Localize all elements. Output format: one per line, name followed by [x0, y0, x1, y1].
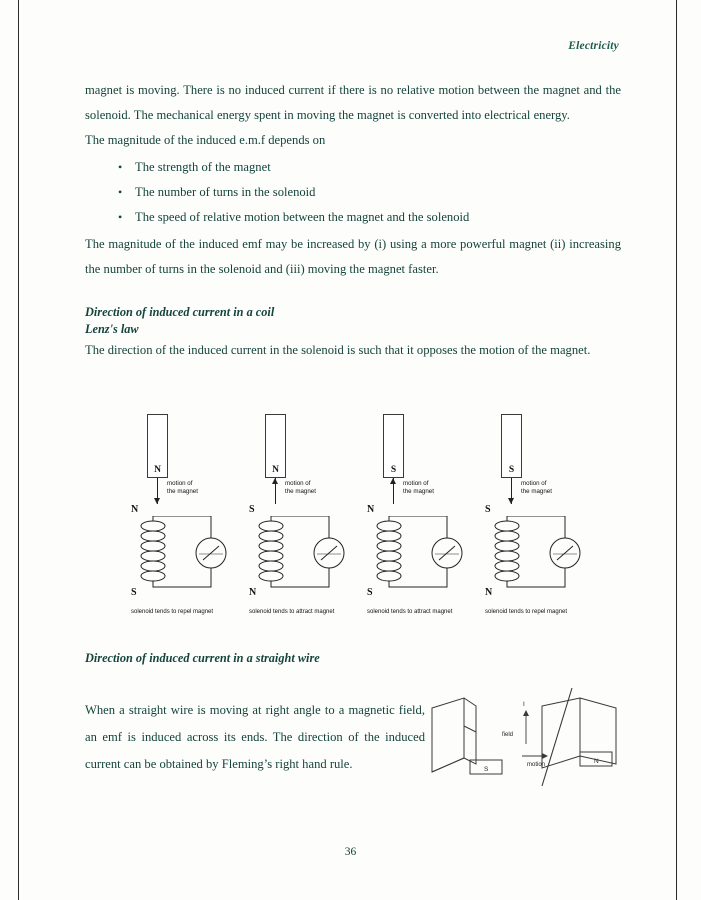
coil-diagram-1 [125, 412, 243, 647]
paragraph-3: The magnitude of the induced emf may be increased by (i) using a more powerful magnet (ii) increasing the number of turns in the solenoid and (iii) moving the magnet faster. [85, 237, 621, 276]
bullet-list [85, 155, 621, 230]
bar-magnet-4 [501, 414, 522, 478]
motion-arrow-down-icon [507, 478, 516, 504]
solenoid-top-pole-3: N [367, 504, 375, 515]
solenoid-circuit-4 [487, 516, 591, 590]
label-field: field [502, 732, 514, 738]
section-heading-coil-line2: Lenz's law [85, 322, 139, 336]
solenoid-circuit-1 [133, 516, 237, 590]
solenoid-bottom-pole-1: S [131, 587, 137, 598]
page-number: 36 [344, 846, 357, 858]
label-current: I [523, 701, 525, 708]
label-south-pole: S [484, 766, 489, 773]
caption-3: solenoid tends to attract magnet [367, 609, 453, 615]
motion-label-4: motion of the magnet [521, 480, 552, 495]
solenoid-circuit-2 [251, 516, 355, 590]
motion-label-2: motion of the magnet [285, 480, 316, 495]
coil-diagram-4 [479, 412, 597, 647]
motion-arrow-up-icon [271, 478, 280, 504]
bar-magnet-2 [265, 414, 286, 478]
motion-arrow-up-icon [389, 478, 398, 504]
caption-2: solenoid tends to attract magnet [249, 609, 335, 615]
solenoid-top-pole-2: S [249, 504, 255, 515]
paragraph-2: The magnitude of the induced e.m.f depends on [85, 133, 326, 147]
paragraph-5: When a straight wire is moving at right angle to a magnetic field, an emf is induced across its ends. The direction of the induced current can be obtained by Fleming’s right hand rule. [85, 702, 425, 771]
label-motion: motion [527, 762, 546, 768]
section-heading-coil-line1: Direction of induced current in a coil [85, 305, 275, 319]
coil-diagram-3 [361, 412, 479, 647]
figure-induced-current-coil [125, 412, 595, 647]
page-border-left [18, 0, 19, 900]
magnet-pole-label: S [390, 465, 397, 475]
paragraph-1: magnet is moving. There is no induced current if there is no relative motion between the magnet and the solenoid. The mechanical energy spent in moving the magnet is converted into electrical energy. [85, 83, 621, 122]
motion-label-3: motion of the magnet [403, 480, 434, 495]
label-north-pole: N [594, 758, 599, 765]
section-heading-straight-wire: Direction of induced current in a straight wire [85, 651, 320, 665]
caption-4: solenoid tends to repel magnet [485, 609, 568, 615]
solenoid-top-pole-4: S [485, 504, 491, 515]
magnet-pole-label: N [272, 465, 279, 475]
solenoid-circuit-3 [369, 516, 473, 590]
page-border-right [676, 0, 677, 900]
bar-magnet-3 [383, 414, 404, 478]
figure-fleming-right-hand-rule [430, 686, 626, 790]
motion-arrow-down-icon [153, 478, 162, 504]
coil-diagram-2 [243, 412, 361, 647]
list-item: • The speed of relative motion between the magnet and the solenoid [135, 205, 621, 230]
paragraph-4: The direction of the induced current in the solenoid is such that it opposes the motion of the magnet. [85, 343, 591, 357]
running-header: Electricity [568, 40, 619, 52]
motion-label-1: motion of the magnet [167, 480, 198, 495]
page-content [85, 78, 621, 363]
spacer [85, 282, 621, 304]
caption-1: solenoid tends to repel magnet [131, 609, 214, 615]
solenoid-bottom-pole-3: S [367, 587, 373, 598]
bar-magnet-1 [147, 414, 168, 478]
magnet-pole-label: S [508, 465, 515, 475]
solenoid-bottom-pole-2: N [249, 587, 257, 598]
solenoid-bottom-pole-4: N [485, 587, 493, 598]
solenoid-top-pole-1: N [131, 504, 139, 515]
magnet-pole-label: N [154, 465, 161, 475]
list-item: • The number of turns in the solenoid [135, 180, 621, 205]
list-item: • The strength of the magnet [135, 155, 621, 180]
